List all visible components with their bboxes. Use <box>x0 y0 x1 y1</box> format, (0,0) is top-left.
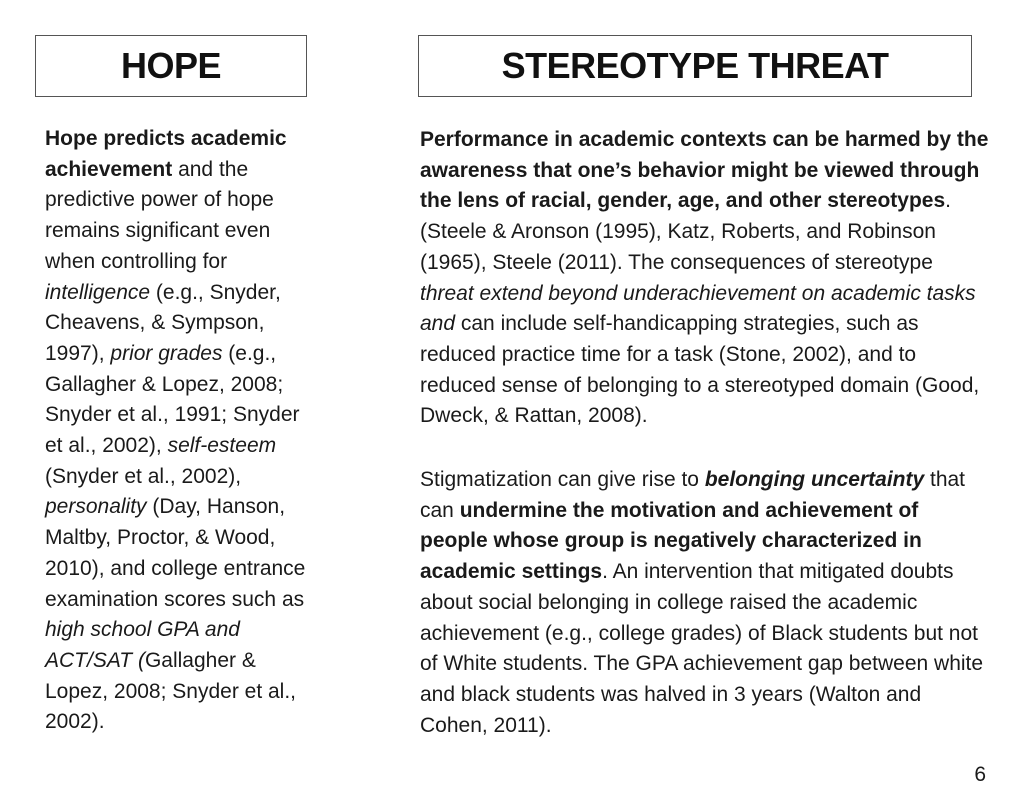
stereotype-threat-title-box <box>418 35 972 97</box>
hope-text-segment: (Snyder et al., 2002), <box>45 464 242 488</box>
hope-lead-bold: Hope predicts academic achievement <box>45 127 287 181</box>
st-p1-text-segment: can include self-handicapping strategies, such as reduced practice time for a task (Stone, 2002), and to reduced sense of belonging to a stereotyped domain (Good, Dweck, & Rattan, 2008). <box>420 312 980 428</box>
hope-text-segment: (Day, Hanson, Maltby, Proctor, & Wood, 2010), and college entrance examination scores such as <box>45 495 306 611</box>
st-p2-bold-italic-belonging-uncertainty: belonging uncertainty <box>704 468 925 492</box>
st-p2-bold-segment: undermine the motivation and achievement of people whose group is negatively characterized in academic settings <box>420 498 922 584</box>
st-p2-text-segment: . An intervention that mitigated doubts about social belonging in college raised the academic achievement (e.g., college grades) of Black students but not of White students. The GPA achievement gap between white and black students was halved in 3 years (Walton and Cohen, 2011). <box>420 560 984 737</box>
hope-text-segment: (e.g., Snyder, Cheavens, & Sympson, 1997), <box>45 280 281 365</box>
hope-italic-personality: personality <box>45 495 147 519</box>
hope-title: HOPE <box>120 45 222 86</box>
hope-italic-prior-grades: prior grades <box>110 341 223 365</box>
hope-italic-gpa-act-sat: high school GPA and ACT/SAT ( <box>45 618 240 672</box>
hope-italic-intelligence: intelligence <box>45 280 151 304</box>
hope-text-segment: Gallagher & Lopez, 2008; Snyder et al., 2002). <box>45 648 297 734</box>
hope-italic-self-esteem: self-esteem <box>167 434 277 458</box>
st-p1-text-segment: . (Steele & Aronson (1995), Katz, Roberts, and Robinson (1965), Steele (2011). The consequences of stereotype <box>420 189 952 274</box>
paragraph-spacer <box>420 432 990 465</box>
st-p2-text-segment: that can <box>420 468 966 522</box>
stereotype-threat-body-text <box>420 125 990 741</box>
st-p1-italic-segment: threat extend beyond underachievement on academic tasks and <box>420 281 976 336</box>
hope-text-segment: and the predictive power of hope remains significant even when controlling for <box>45 157 274 273</box>
stereotype-threat-title: STEREOTYPE THREAT <box>501 45 889 86</box>
st-p1-lead-bold: Performance in academic contexts can be harmed by the awareness that one’s behavior might be viewed through the lens of racial, gender, age, and other stereotypes <box>420 128 989 213</box>
hope-title-box <box>35 35 307 97</box>
hope-text-segment: (e.g., Gallagher & Lopez, 2008; Snyder et al., 1991; Snyder et al., 2002), <box>45 341 300 458</box>
hope-body-text <box>45 124 313 738</box>
stereotype-threat-paragraph-2 <box>420 465 990 741</box>
page-number: 6 <box>974 763 986 786</box>
stereotype-threat-paragraph-1 <box>420 125 990 432</box>
st-p2-text-segment: Stigmatization can give rise to <box>420 468 705 492</box>
